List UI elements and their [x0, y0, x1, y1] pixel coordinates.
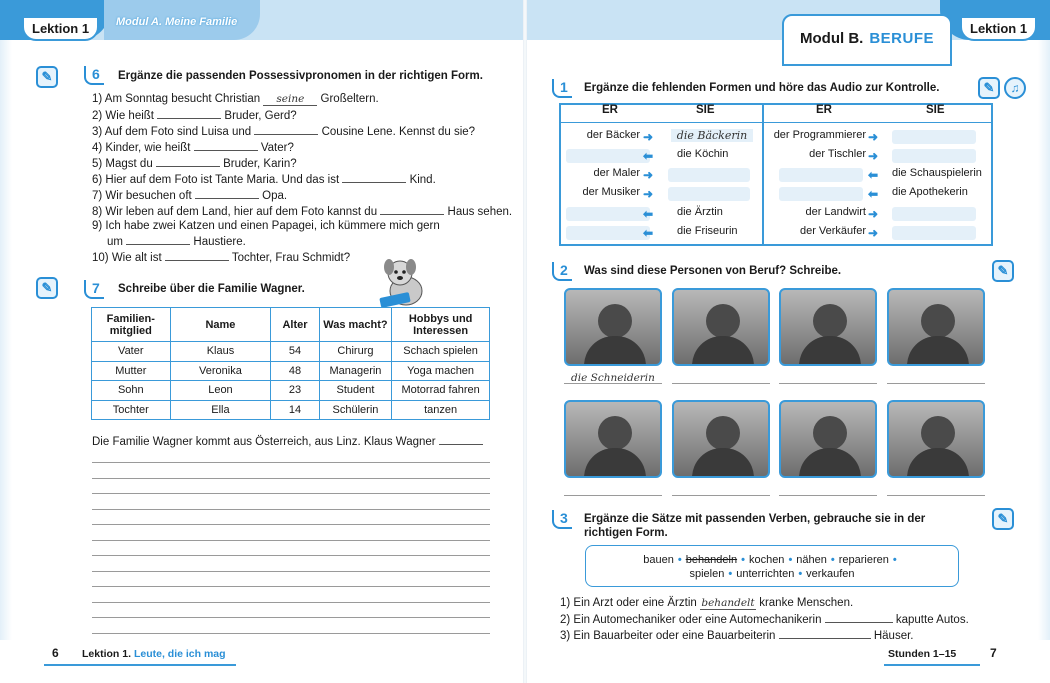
writing-line[interactable] — [92, 524, 490, 525]
line-text: Vater? — [260, 142, 294, 154]
answer-blank[interactable] — [779, 629, 871, 639]
verb-item: reparieren — [838, 554, 889, 566]
person-body — [907, 336, 969, 366]
arrow-left-icon: ⬅ — [868, 187, 879, 201]
writing-line[interactable] — [92, 571, 490, 572]
answer-line[interactable] — [779, 383, 877, 384]
line-text: Bruder, Karin? — [223, 158, 297, 170]
separator-dot: • — [788, 554, 793, 566]
exercise-6-line — [92, 93, 379, 106]
answer-line[interactable] — [564, 495, 662, 496]
line-text: 1) Am Sonntag besucht Christian — [92, 93, 261, 105]
arrow-right-icon: ➜ — [643, 187, 654, 201]
line-text: Tochter, Frau Schmidt? — [231, 252, 351, 264]
person-body — [692, 336, 754, 366]
separator-dot: • — [830, 554, 835, 566]
line-text: 8) Wir leben auf dem Land, hier auf dem Foto kannst du — [92, 206, 378, 218]
exercise-6-line — [107, 235, 246, 248]
exercise-7-number: 7 — [84, 280, 104, 299]
table-header-cell: Was macht? — [319, 308, 392, 342]
er-form: der Bäcker — [586, 129, 640, 141]
table-row — [92, 400, 490, 420]
writing-line[interactable] — [92, 617, 490, 618]
writing-line[interactable] — [92, 509, 490, 510]
table-cell: Managerin — [319, 361, 392, 381]
sie-fill-blank[interactable] — [892, 226, 976, 240]
table-header-cell: Familien- mitglied — [92, 308, 171, 342]
line-text: 10) Wie alt ist — [92, 252, 162, 264]
er-fill-blank[interactable] — [779, 187, 863, 201]
exercise-6-line — [92, 109, 297, 122]
answer-blank[interactable] — [342, 173, 406, 183]
answer-line[interactable] — [672, 495, 770, 496]
headset-icon: ♫ — [1004, 77, 1026, 99]
person-body — [799, 336, 861, 366]
verb-item: verkaufen — [806, 568, 855, 580]
person-head — [706, 416, 740, 450]
exercise-6-number: 6 — [84, 66, 104, 85]
exercise-6-line — [92, 189, 287, 202]
modul-b-label: Modul B. — [800, 30, 864, 47]
table-header-cell: Name — [170, 308, 271, 342]
sentence-text: kaputte Autos. — [895, 614, 969, 626]
er-form: der Verkäufer — [799, 225, 866, 237]
exercise-6-line — [92, 141, 294, 154]
exercise-7-sentence — [92, 435, 483, 448]
exercise-3-sentence — [560, 613, 969, 626]
profession-photo — [887, 288, 985, 366]
footer-subtitle: Leute, die ich mag — [133, 648, 226, 660]
modul-a-title: Modul A. Meine Familie — [116, 16, 238, 28]
answer-blank[interactable] — [825, 613, 893, 623]
table-cell: Tochter — [92, 400, 171, 420]
line-text: Haus sehen. — [447, 206, 513, 218]
exercise-6-line — [92, 173, 436, 186]
er-fill-blank[interactable] — [566, 149, 650, 163]
answer-blank[interactable] — [156, 157, 220, 167]
exercise-1-title: Ergänze die fehlenden Formen und höre das Audio zur Kontrolle. — [584, 82, 940, 94]
verb-box — [585, 545, 959, 587]
exercise-6-line — [92, 125, 475, 138]
dog-mascot-icon — [376, 255, 436, 311]
sentence-text: Die Familie Wagner kommt aus Österreich, aus Linz. Klaus Wagner — [92, 436, 436, 448]
profession-photo — [779, 288, 877, 366]
verb-item: bauen — [643, 554, 674, 566]
verb-item: unterrichten — [736, 568, 795, 580]
separator-dot: • — [728, 568, 733, 580]
line-text: Haustiere. — [193, 236, 246, 248]
person-head — [598, 304, 632, 338]
sie-form: die Bäckerin — [671, 129, 753, 142]
lektion-tab-left: Lektion 1 — [22, 16, 99, 41]
person-body — [799, 448, 861, 478]
person-head — [813, 416, 847, 450]
er-form: der Musiker — [582, 186, 640, 198]
footer-title-left — [82, 648, 226, 660]
verb-item: kochen — [748, 554, 785, 566]
answer-blank[interactable] — [380, 205, 444, 215]
exercise-3-title-line1: Ergänze die Sätze mit passenden Verben, gebrauche sie in der — [584, 513, 926, 525]
exercise-6-title: Ergänze die passenden Possessivpronomen in der richtigen Form. — [118, 70, 483, 82]
side-band-right — [1038, 40, 1050, 640]
answer-blank[interactable] — [165, 251, 229, 261]
table-header-cell: Hobbys und Interessen — [392, 308, 490, 342]
table-cell: Ella — [170, 400, 271, 420]
line-text: 9) Ich habe zwei Katzen und einen Papagei, ich kümmere mich gern — [92, 220, 440, 232]
modul-b-header — [782, 14, 952, 66]
footer-stunden: Stunden 1–15 — [888, 648, 957, 660]
person-body — [692, 448, 754, 478]
pencil-icon: ✎ — [978, 77, 1000, 99]
table-header-row — [92, 308, 490, 342]
line-text: 7) Wir besuchen oft — [92, 190, 192, 202]
writing-line[interactable] — [92, 602, 490, 603]
sentence-text: kranke Menschen. — [759, 597, 854, 609]
exercise-1-number: 1 — [552, 79, 572, 98]
table-divider-vertical — [762, 105, 764, 244]
exercise-6-line — [92, 157, 297, 170]
er-fill-blank[interactable] — [566, 207, 650, 221]
answer-blank[interactable] — [194, 141, 258, 151]
header-sie-right: SIE — [926, 104, 945, 116]
header-er-right: ER — [816, 104, 832, 116]
table-cell: 14 — [271, 400, 319, 420]
arrow-right-icon: ➜ — [868, 207, 879, 221]
verb-item: spielen — [689, 568, 725, 580]
profession-photo — [779, 400, 877, 478]
arrow-right-icon: ➜ — [643, 168, 654, 182]
sie-form: die Friseurin — [677, 225, 738, 237]
photo-1-answer: die Schneiderin — [571, 372, 655, 384]
er-fill-blank[interactable] — [566, 226, 650, 240]
table-row — [92, 361, 490, 381]
writing-line[interactable] — [92, 540, 490, 541]
footer-underline-right — [884, 664, 980, 666]
answer-line[interactable] — [672, 383, 770, 384]
modul-b-accent: BERUFE — [869, 30, 934, 47]
book-spine — [523, 0, 527, 683]
table-cell: Schülerin — [319, 400, 392, 420]
writing-line[interactable] — [92, 555, 490, 556]
verbs-line-1 — [586, 553, 958, 567]
footer-underline-left — [44, 664, 236, 666]
table-header-cell: Alter — [271, 308, 319, 342]
table-cell: Student — [319, 381, 392, 401]
profession-photo — [887, 400, 985, 478]
side-band-left — [0, 40, 12, 640]
verb-item: behandeln — [685, 554, 738, 566]
exercise-3-number: 3 — [552, 510, 572, 529]
exercise-2-number: 2 — [552, 262, 572, 281]
line-text: Opa. — [262, 190, 288, 202]
table-cell: 48 — [271, 361, 319, 381]
footer-lektion: Lektion 1. — [82, 648, 132, 660]
table-divider-horizontal — [561, 122, 991, 123]
header-sie-left: SIE — [696, 104, 715, 116]
arrow-right-icon: ➜ — [868, 226, 879, 240]
family-table — [91, 307, 490, 420]
page-number-right: 7 — [990, 646, 997, 660]
table-cell: Veronika — [170, 361, 271, 381]
sie-form: die Schauspielerin — [892, 167, 982, 179]
line-text: 6) Hier auf dem Foto ist Tante Maria. Und das ist — [92, 174, 340, 186]
arrow-left-icon: ⬅ — [868, 168, 879, 182]
line-text: 3) Auf dem Foto sind Luisa und — [92, 126, 252, 138]
answer-blank[interactable]: seine — [263, 93, 317, 106]
exercise-3-sentence — [560, 629, 914, 642]
arrow-left-icon: ⬅ — [643, 207, 654, 221]
profession-photo — [564, 288, 662, 366]
sentence-text: Häuser. — [873, 630, 914, 642]
table-cell: tanzen — [392, 400, 490, 420]
pencil-icon: ✎ — [36, 277, 58, 299]
arrow-left-icon: ⬅ — [643, 149, 654, 163]
table-cell: Schach spielen — [392, 342, 490, 362]
table-cell: Mutter — [92, 361, 171, 381]
er-form: der Tischler — [809, 148, 866, 160]
person-body — [907, 448, 969, 478]
sie-form: die Apothekerin — [892, 186, 968, 198]
sie-form: die Ärztin — [677, 206, 723, 218]
line-text: 4) Kinder, wie heißt — [92, 142, 191, 154]
arrow-right-icon: ➜ — [868, 130, 879, 144]
person-body — [584, 336, 646, 366]
er-form: der Landwirt — [805, 206, 866, 218]
sentence-text: 3) Ein Bauarbeiter oder eine Bauarbeiterin — [560, 630, 776, 642]
table-row — [92, 342, 490, 362]
writing-line[interactable] — [92, 633, 490, 634]
separator-dot: • — [892, 554, 897, 566]
person-body — [584, 448, 646, 478]
writing-line[interactable] — [92, 493, 490, 494]
writing-line[interactable] — [92, 586, 490, 587]
table-cell: Sohn — [92, 381, 171, 401]
answer-line[interactable] — [887, 495, 985, 496]
pencil-icon: ✎ — [992, 260, 1014, 282]
person-head — [921, 304, 955, 338]
lektion-tab-right: Lektion 1 — [960, 16, 1037, 41]
line-text: Cousine Lene. Kennst du sie? — [321, 126, 476, 138]
er-fill-blank[interactable] — [779, 168, 863, 182]
line-text: Großeltern. — [320, 93, 379, 105]
person-head — [706, 304, 740, 338]
profession-photo — [564, 400, 662, 478]
table-cell: Chirurg — [319, 342, 392, 362]
sie-fill-blank[interactable] — [668, 187, 750, 201]
profession-photo — [672, 400, 770, 478]
verbs-line-2 — [586, 567, 958, 581]
answer-blank[interactable] — [195, 189, 259, 199]
answer-line[interactable] — [779, 495, 877, 496]
table-cell: Motorrad fahren — [392, 381, 490, 401]
sie-form: die Köchin — [677, 148, 729, 160]
line-text: Kind. — [409, 174, 436, 186]
line-text: um — [107, 236, 123, 248]
person-head — [813, 304, 847, 338]
line-text: Bruder, Gerd? — [224, 110, 297, 122]
arrow-left-icon: ⬅ — [643, 226, 654, 240]
sie-fill-blank[interactable] — [892, 130, 976, 144]
er-form: der Maler — [593, 167, 640, 179]
er-form: der Programmierer — [773, 129, 866, 141]
writing-line[interactable] — [92, 462, 490, 463]
sie-fill-blank[interactable] — [892, 149, 976, 163]
table-cell: 54 — [271, 342, 319, 362]
exercise-7-title: Schreibe über die Familie Wagner. — [118, 283, 305, 295]
answer-blank[interactable]: behandelt — [701, 597, 755, 609]
exercise-3-title-line2: richtigen Form. — [584, 527, 668, 539]
separator-dot: • — [798, 568, 803, 580]
exercise-6-line — [92, 251, 350, 264]
arrow-right-icon: ➜ — [868, 149, 879, 163]
profession-photo — [672, 288, 770, 366]
separator-dot: • — [677, 554, 682, 566]
answer-blank[interactable] — [157, 109, 221, 119]
answer-line[interactable] — [887, 383, 985, 384]
person-head — [921, 416, 955, 450]
table-cell: Yoga machen — [392, 361, 490, 381]
exercise-3-sentence — [560, 597, 853, 610]
header-er-left: ER — [602, 104, 618, 116]
person-head — [598, 416, 632, 450]
table-cell: Leon — [170, 381, 271, 401]
answer-blank[interactable] — [254, 125, 318, 135]
exercise-2-title: Was sind diese Personen von Beruf? Schreibe. — [584, 265, 842, 277]
table-cell: Klaus — [170, 342, 271, 362]
answer-blank[interactable] — [126, 235, 190, 245]
separator-dot: • — [741, 554, 745, 566]
answer-blank[interactable] — [439, 435, 483, 445]
exercise-6-line — [92, 205, 512, 218]
table-cell: Vater — [92, 342, 171, 362]
table-row — [92, 381, 490, 401]
table-cell: 23 — [271, 381, 319, 401]
verb-item: nähen — [796, 554, 827, 566]
arrow-right-icon: ➜ — [643, 130, 654, 144]
pencil-icon: ✎ — [36, 66, 58, 88]
sie-fill-blank[interactable] — [892, 207, 976, 221]
sentence-text: 1) Ein Arzt oder eine Ärztin — [560, 597, 697, 609]
line-text: 5) Magst du — [92, 158, 153, 170]
line-text: 2) Wie heißt — [92, 110, 154, 122]
exercise-6-line — [92, 220, 440, 232]
sentence-text: 2) Ein Automechaniker oder eine Automechanikerin — [560, 614, 822, 626]
page-number-left: 6 — [52, 646, 59, 660]
writing-line[interactable] — [92, 478, 490, 479]
pencil-icon: ✎ — [992, 508, 1014, 530]
sie-fill-blank[interactable] — [668, 168, 750, 182]
